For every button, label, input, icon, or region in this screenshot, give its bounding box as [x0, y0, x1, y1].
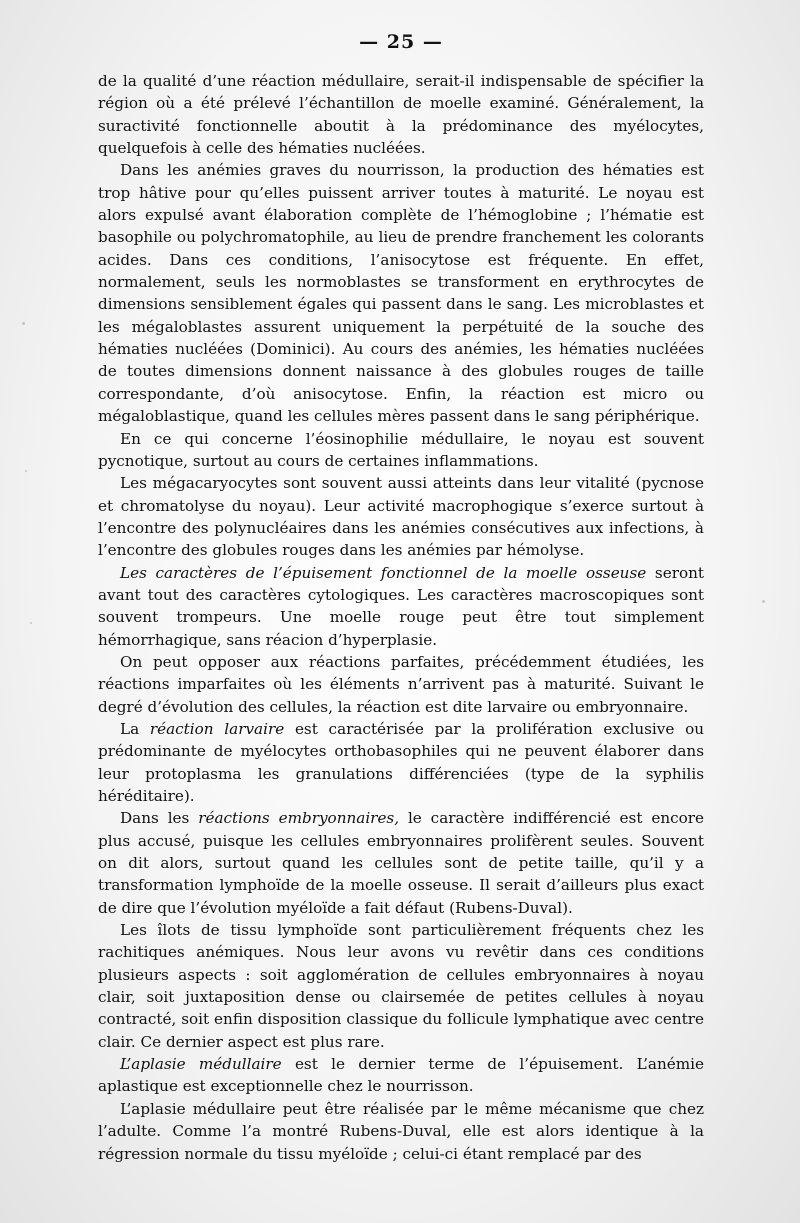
- text-run: L’aplasie médullaire peut être réalisée par le même mécanisme que chez l’adulte. Comme l’a montré Rubens-Duval, elle est alors identique à la régression normale du tissu myéloïde ; celui-ci étant remplacé par des: [98, 1099, 704, 1163]
- paragraph-p11: [98, 1098, 704, 1165]
- italic-run: L’aplasie médullaire: [120, 1055, 282, 1074]
- italic-run: réaction larvaire: [149, 719, 285, 738]
- text-run: On peut opposer aux réactions parfaites, précédemment étudiées, les réactions imparfaites où les éléments n’arrivent pas à maturité. Suivant le degré d’évolution des cellules, la réaction est dite larvaire ou embryonnaire.: [98, 652, 704, 716]
- text-run: La: [120, 719, 150, 738]
- paragraph-p9: [98, 919, 704, 1053]
- paragraph-p6: [98, 651, 704, 718]
- paper-speck: [30, 622, 32, 624]
- text-run: est le dernier terme de l’épuisement. L’anémie aplastique est exceptionnelle chez le nourrisson.: [98, 1055, 704, 1096]
- paragraph-p2: [98, 159, 704, 427]
- text-run: Dans les anémies graves du nourrisson, la production des hématies est trop hâtive pour qu’elles puissent arriver toutes à maturité. Le noyau est alors expulsé avant élaboration complète de l’hémoglobine ; l’hématie est basophile ou polychromatophile, au lieu de prendre franchement les colorants acides. Dans ces conditions, l’anisocytose est fréquente. En effet, normalement, seuls les normoblastes se transforment en erythrocytes de dimensions sensiblement égales qui passent dans le sang. Les microblastes et les mégaloblastes assurent uniquement la perpétuité de la souche des hématies nucléées (Dominici). Au cours des anémies, les hématies nucléées de toutes dimensions donnent naissance à des globules rouges de taille correspondante, d’où anisocytose. Enfin, la réaction est micro ou mégaloblastique, quand les cellules mères passent dans le sang périphérique.: [98, 161, 704, 426]
- text-run: Les mégacaryocytes sont souvent aussi atteints dans leur vitalité (pycnose et chromatolyse du noyau). Leur activité macrophogique s’exerce surtout à l’encontre des polynucléaires dans les anémies consécutives aux infections, à l’encontre des globules rouges dans les anémies par hémolyse.: [98, 474, 704, 560]
- paragraph-p8: [98, 807, 704, 919]
- text-run: le caractère indifférencié est encore plus accusé, puisque les cellules embryonnaires prolifèrent seules. Souvent on dit alors, surtout quand les cellules sont de petite taille, qu’il y a transformation lymphoïde de la moelle osseuse. Il serait d’ailleurs plus exact de dire que l’évolution myéloïde a fait défaut (Rubens-Duval).: [98, 809, 704, 917]
- paper-speck: [22, 322, 25, 325]
- paragraph-p4: [98, 472, 704, 561]
- paragraph-p10: [98, 1053, 704, 1098]
- italic-run: réactions embryonnaires,: [198, 809, 400, 828]
- paper-speck: [25, 470, 27, 472]
- paragraph-p5: [98, 562, 704, 651]
- body-text: [98, 70, 704, 1165]
- text-run: Dans les: [120, 809, 199, 828]
- text-run: En ce qui concerne l’éosinophilie médullaire, le noyau est souvent pycnotique, surtout au cours de certaines inflammations.: [98, 429, 704, 470]
- text-run: seront avant tout des caractères cytologiques. Les caractères macroscopiques sont souvent trompeurs. Une moelle rouge peut être tout simplement hémorrhagique, sans réacion d’hyperplasie.: [98, 563, 704, 649]
- paragraph-p3: [98, 428, 704, 473]
- italic-run: Les caractères de l’épuisement fonctionnel de la moelle osseuse: [120, 563, 647, 582]
- paragraph-p1: [98, 70, 704, 159]
- text-run: est caractérisée par la prolifération exclusive ou prédominante de myélocytes orthobasophiles qui ne peuvent élaborer dans leur protoplasma les granulations différenciées (type de la syphilis héréditaire).: [98, 719, 705, 805]
- text-run: de la qualité d’une réaction médullaire, serait-il indispensable de spécifier la région où a été prélevé l’échantillon de moelle examiné. Généralement, la suractivité fonctionnelle aboutit à la prédominance des myélocytes, quelquefois à celle des hématies nucléées.: [98, 72, 704, 158]
- page-number: — 25 —: [359, 31, 443, 53]
- paper-speck: [762, 600, 765, 603]
- paper-speck: [330, 1045, 333, 1048]
- paragraph-p7: [98, 718, 704, 807]
- text-run: Les îlots de tissu lymphoïde sont particulièrement fréquents chez les rachitiques anémiques. Nous leur avons vu revêtir dans ces conditions plusieurs aspects : soit agglomération de cellules embryonnaires à noyau clair, soit juxtaposition dense ou clairsemée de petites cellules à noyau contracté, soit enfin disposition classique du follicule lymphatique avec centre clair. Ce dernier aspect est plus rare.: [98, 921, 704, 1051]
